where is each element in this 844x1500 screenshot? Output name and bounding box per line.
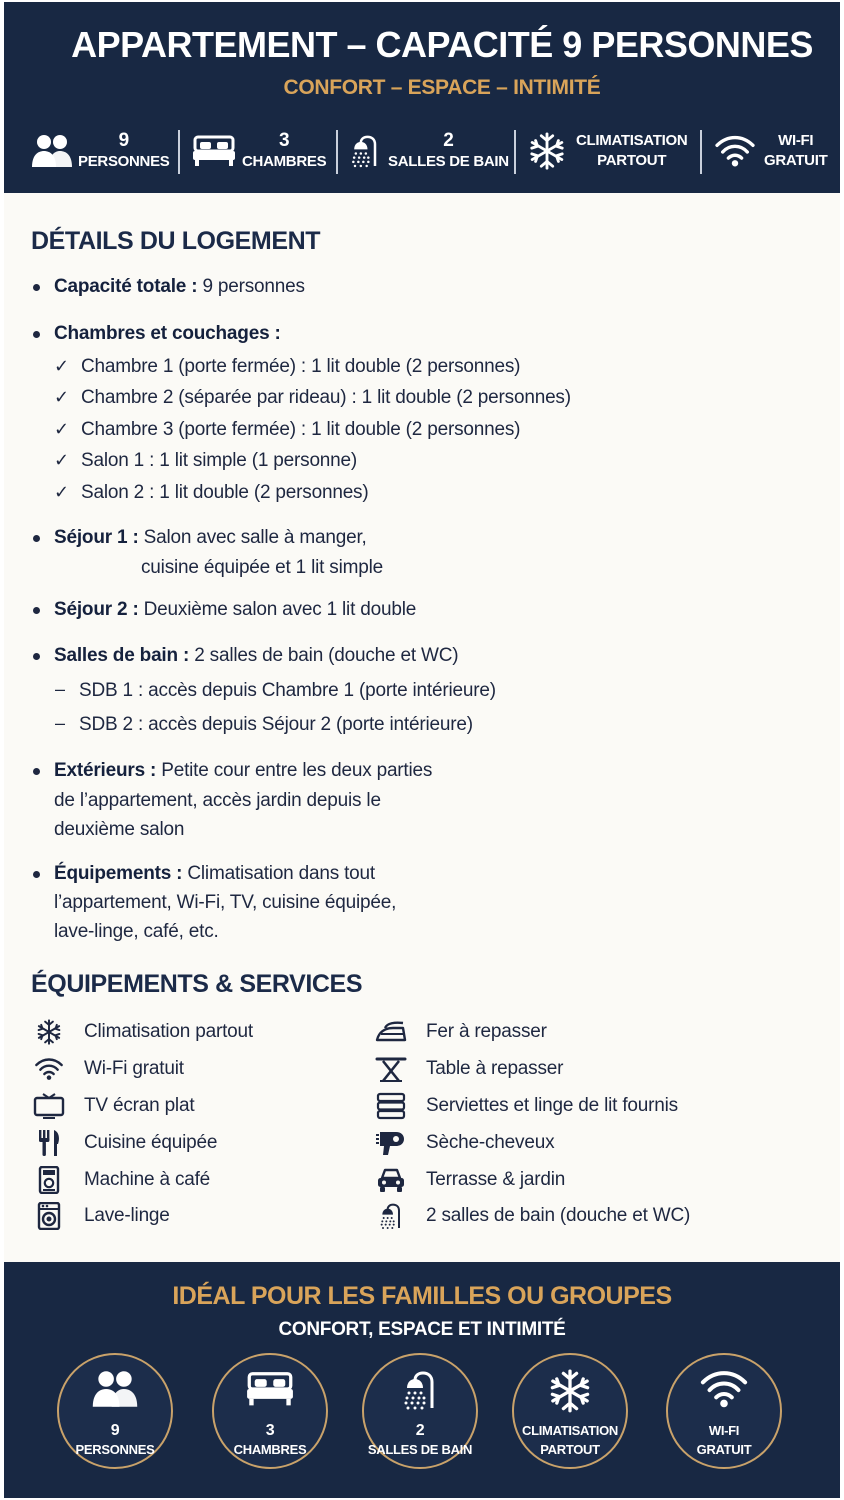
stat-wifi-line1: WI-FI xyxy=(778,132,814,149)
details-heading: DÉTAILS DU LOGEMENT xyxy=(31,227,321,255)
bullet xyxy=(33,535,40,542)
service-item: Climatisation partout xyxy=(32,1017,66,1047)
capacity-line: Capacité totale : 9 personnes xyxy=(54,276,305,297)
exterior-line: Extérieurs : Petite cour entre les deux parties xyxy=(54,760,433,781)
dash-marker: – xyxy=(55,713,66,733)
utensils-icon xyxy=(36,1129,62,1157)
feature-circle-bathrooms: 2 SALLES DE BAIN xyxy=(362,1353,478,1469)
car-icon xyxy=(376,1167,406,1193)
room-item: Chambre 3 (porte fermée) : 1 lit double (2 personnes) xyxy=(81,419,521,440)
room-item: Chambre 1 (porte fermée) : 1 lit double (2 personnes) xyxy=(81,356,521,377)
feature-circle-persons: 9 PERSONNES xyxy=(57,1353,173,1469)
washing-machine-icon xyxy=(37,1202,61,1230)
footer-title: IDÉAL POUR LES FAMILLES OU GROUPES xyxy=(172,1282,672,1310)
service-item: Wi-Fi gratuit xyxy=(32,1054,66,1084)
stat-bedrooms xyxy=(192,122,326,180)
feature-circle-bedrooms: 3 CHAMBRES xyxy=(212,1353,328,1469)
divider xyxy=(336,130,338,174)
service-item: TV écran plat xyxy=(32,1091,66,1121)
service-item: Cuisine équipée xyxy=(32,1128,66,1158)
divider xyxy=(514,130,516,174)
room-item: Chambre 2 (séparée par rideau) : 1 lit double (2 personnes) xyxy=(81,387,571,408)
header-banner xyxy=(4,2,840,193)
stat-persons-value: 9 xyxy=(118,130,129,151)
bullet xyxy=(33,768,40,775)
poster xyxy=(4,2,840,1498)
rooms-heading: Chambres et couchages : xyxy=(54,323,281,344)
service-item: Table à repasser xyxy=(374,1054,408,1084)
bathroom-item: SDB 2 : accès depuis Séjour 2 (porte intérieure) xyxy=(79,714,473,735)
page-title: APPARTEMENT – CAPACITÉ 9 PERSONNES xyxy=(71,24,813,65)
divider xyxy=(178,130,180,174)
room-item: Salon 1 : 1 lit simple (1 personne) xyxy=(81,450,358,471)
bed-icon xyxy=(192,133,236,169)
service-item: Fer à repasser xyxy=(374,1017,408,1047)
snowflake-icon xyxy=(36,1019,62,1045)
sejour2-line: Séjour 2 : Deuxième salon avec 1 lit double xyxy=(54,599,417,620)
sejour1-line: Séjour 1 : Salon avec salle à manger, xyxy=(54,527,367,548)
bullet xyxy=(33,871,40,878)
people-icon xyxy=(90,1369,140,1409)
iron-icon xyxy=(375,1020,407,1044)
shower-icon xyxy=(402,1369,438,1411)
room-item: Salon 2 : 1 lit double (2 personnes) xyxy=(81,482,369,503)
towels-icon xyxy=(376,1092,406,1120)
ironing-board-icon xyxy=(375,1055,407,1083)
service-item: 2 salles de bain (douche et WC) xyxy=(374,1201,408,1231)
stat-aircon-line1: CLIMATISATION xyxy=(576,132,688,149)
people-icon xyxy=(30,133,74,169)
feature-circle-aircon: CLIMATISATION PARTOUT xyxy=(512,1353,628,1469)
bed-icon xyxy=(246,1369,294,1409)
equipment-line3: lave-linge, café, etc. xyxy=(54,921,219,942)
stats-bar xyxy=(4,122,840,180)
check-icon: ✓ xyxy=(54,356,70,376)
stat-wifi xyxy=(714,122,827,180)
service-item: Machine à café xyxy=(32,1165,66,1195)
stat-bedrooms-value: 3 xyxy=(279,130,290,151)
bullet xyxy=(33,284,40,291)
check-icon: ✓ xyxy=(54,387,70,407)
stat-persons-label: PERSONNES xyxy=(78,153,170,170)
footer-subtitle: CONFORT, ESPACE ET INTIMITÉ xyxy=(278,1319,566,1340)
check-icon: ✓ xyxy=(54,419,70,439)
check-icon: ✓ xyxy=(54,450,70,470)
stat-aircon xyxy=(528,122,687,180)
sejour1-line2: cuisine équipée et 1 lit simple xyxy=(141,557,383,578)
wifi-icon xyxy=(714,134,756,168)
service-item: Serviettes et linge de lit fournis xyxy=(374,1091,408,1121)
stat-wifi-line2: GRATUIT xyxy=(764,152,828,169)
exterior-line3: deuxième salon xyxy=(54,819,185,840)
service-item: Terrasse & jardin xyxy=(374,1165,408,1195)
equipment-line2: l’appartement, Wi-Fi, TV, cuisine équipée, xyxy=(54,892,397,913)
tv-icon xyxy=(33,1093,65,1119)
snowflake-icon xyxy=(528,132,566,170)
wifi-icon xyxy=(34,1057,64,1081)
equipment-line: Équipements : Climatisation dans tout xyxy=(54,863,375,884)
service-item: Lave-linge xyxy=(32,1201,66,1231)
services-heading: ÉQUIPEMENTS & SERVICES xyxy=(31,970,363,998)
stat-bathrooms xyxy=(350,122,509,180)
bullet xyxy=(33,653,40,660)
stat-persons xyxy=(30,122,170,180)
bathroom-item: SDB 1 : accès depuis Chambre 1 (porte intérieure) xyxy=(79,680,496,701)
feature-circle-wifi: WI-FI GRATUIT xyxy=(666,1353,782,1469)
shower-icon xyxy=(350,132,380,170)
bullet xyxy=(33,331,40,338)
stat-bathrooms-value: 2 xyxy=(443,130,454,151)
stat-bathrooms-label: SALLES DE BAIN xyxy=(388,153,509,170)
stat-bedrooms-label: CHAMBRES xyxy=(242,153,327,170)
check-icon: ✓ xyxy=(54,482,70,502)
stat-aircon-line2: PARTOUT xyxy=(597,152,667,169)
page-subtitle: CONFORT – ESPACE – INTIMITÉ xyxy=(283,76,601,99)
footer-banner xyxy=(4,1262,840,1498)
service-item: Sèche-cheveux xyxy=(374,1128,408,1158)
shower-icon xyxy=(379,1202,403,1230)
exterior-line2: de l’appartement, accès jardin depuis le xyxy=(54,790,381,811)
divider xyxy=(700,130,702,174)
dash-marker: – xyxy=(55,679,66,699)
snowflake-icon xyxy=(548,1369,592,1413)
bathrooms-line: Salles de bain : 2 salles de bain (douche et WC) xyxy=(54,645,459,666)
wifi-icon xyxy=(699,1369,749,1409)
coffee-machine-icon xyxy=(37,1166,61,1194)
bullet xyxy=(33,607,40,614)
hair-dryer-icon xyxy=(376,1129,406,1157)
